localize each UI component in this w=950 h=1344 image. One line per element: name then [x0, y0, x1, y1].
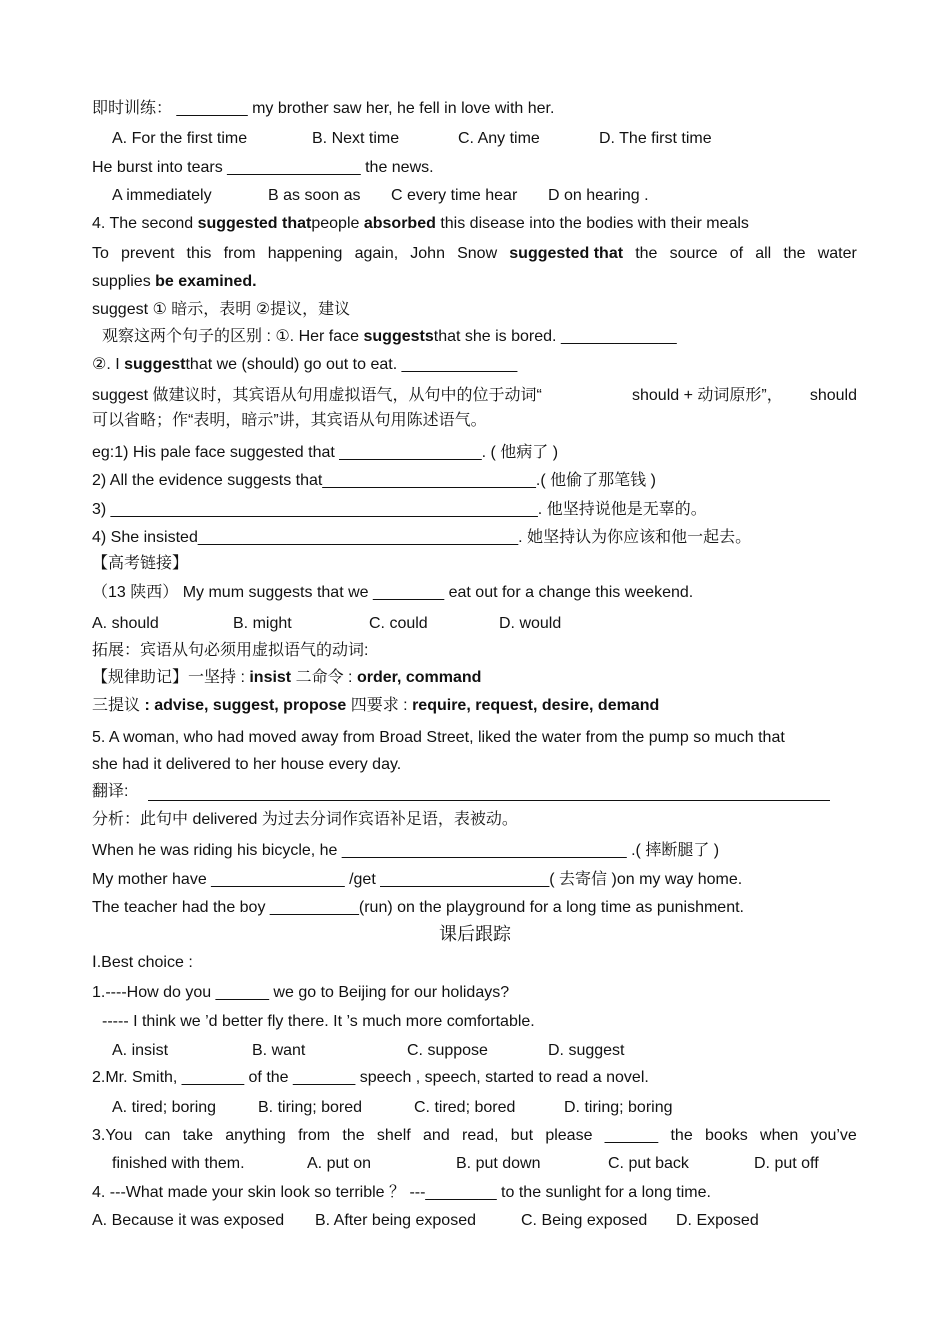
option-d: D. tiring; boring — [564, 1099, 673, 1116]
exercise-2: My mother have _______________ /get ___________________( 去寄信 )on my way home. — [92, 871, 743, 888]
exercise-3: The teacher had the boy __________(run) on the playground for a long time as punishment. — [92, 899, 744, 916]
grammar-note-line-1: suggest 做建议时，其宾语从句用虚拟语气，从句中的位于动词“ should + 动词原形”， should — [92, 387, 857, 404]
option-d: D. The first time — [599, 130, 712, 147]
option-b: B. Next time — [312, 130, 400, 147]
option-b: B. want — [252, 1042, 306, 1059]
option-a: A. put on — [307, 1155, 372, 1172]
question-4: 4. ---What made your skin look so terrible ？ ---________ to the sunlight for a long time. — [92, 1184, 711, 1201]
compare-sentence-2: ②. I suggestthat we (should) go out to eat. _____________ — [92, 356, 518, 373]
option-b: B. put down — [456, 1155, 541, 1172]
grammar-note-line-2: 可以省略；作“表明，暗示”讲，其宾语从句用陈述语气。 — [92, 412, 487, 429]
mnemonic-line-1: 【规律助记】一坚持 : insist 二命令 : order, command — [92, 669, 482, 686]
option-c: C. could — [369, 615, 428, 632]
analysis-note: 分析：此句中 delivered 为过去分词作宾语补足语，表被动。 — [92, 811, 518, 828]
best-choice-heading: Ⅰ.Best choice : — [92, 954, 193, 971]
suggest-meanings: suggest ① 暗示，表明 ②提议，建议 — [92, 301, 351, 318]
practice-question-1: 即时训练： ________ my brother saw her, he fell in love with her. — [92, 100, 555, 117]
option-b: B. might — [233, 615, 292, 632]
extension-note: 拓展：宾语从句必须用虚拟语气的动词: — [92, 642, 369, 659]
question-1: 1.----How do you ______ we go to Beijing for our holidays? — [92, 984, 510, 1001]
question-3: 3.You can take anything from the shelf and read, but please ______ the books when you’ve — [92, 1127, 857, 1144]
gaokao-question: （13 陕西） My mum suggests that we ________ eat out for a change this weekend. — [92, 584, 694, 601]
practice-options-1 — [112, 129, 712, 149]
section-4-sentence-2-end: supplies be examined. — [92, 273, 257, 290]
question-2: 2.Mr. Smith, _______ of the _______ speech , speech, started to read a novel. — [92, 1069, 649, 1086]
section-5-line-1: 5. A woman, who had moved away from Broad Street, liked the water from the pump so much that — [92, 729, 785, 746]
option-a: A. For the first time — [112, 130, 248, 147]
option-a: A immediately — [112, 187, 212, 204]
option-d: D. put off — [754, 1155, 819, 1172]
option-c: C. put back — [608, 1155, 689, 1172]
practice-options-2 — [112, 186, 649, 206]
section-4-sentence-1: 4. The second suggested thatpeople absorbed this disease into the bodies with their meals — [92, 215, 749, 232]
question-1-reply: ----- I think we ’d better fly there. It ’s much more comfortable. — [102, 1013, 535, 1030]
option-a: A. should — [92, 615, 159, 632]
option-b: B. After being exposed — [315, 1212, 476, 1229]
practice-question-2: He burst into tears _______________ the news. — [92, 159, 434, 176]
option-c: C. Being exposed — [521, 1212, 648, 1229]
example-2: 2) All the evidence suggests that________________________.( 他偷了那笔钱 ) — [92, 472, 656, 489]
compare-sentence-1: 观察这两个句子的区别 : ①. Her face suggeststhat she is bored. _____________ — [102, 328, 677, 345]
option-c: C. suppose — [407, 1042, 488, 1059]
translation-answer-line[interactable] — [148, 800, 830, 801]
option-d: D. Exposed — [676, 1212, 759, 1229]
example-4: 4) She insisted____________________________________. 她坚持认为你应该和他一起去。 — [92, 529, 752, 546]
option-d: D on hearing . — [548, 187, 649, 204]
translation-label: 翻译: — [92, 783, 129, 800]
option-c: C. Any time — [458, 130, 540, 147]
section-4-sentence-2: To prevent this from happening again, John Snow suggested that the source of all the water — [92, 245, 857, 262]
option-b: B as soon as — [268, 187, 361, 204]
section-5-line-2: she had it delivered to her house every day. — [92, 756, 402, 773]
question-3-continued: finished with them. — [112, 1155, 245, 1172]
option-c: C every time hear — [391, 187, 518, 204]
homework-title: 课后跟踪 — [439, 924, 511, 944]
option-a: A. Because it was exposed — [92, 1212, 285, 1229]
gaokao-options — [92, 614, 561, 634]
option-d: D. would — [499, 615, 562, 632]
option-b: B. tiring; bored — [258, 1099, 363, 1116]
exercise-1: When he was riding his bicycle, he ________________________________ .( 摔断腿了 ) — [92, 842, 720, 859]
question-2-options — [112, 1098, 673, 1118]
option-d: D. suggest — [548, 1042, 625, 1059]
option-c: C. tired; bored — [414, 1099, 516, 1116]
question-3-options — [112, 1154, 819, 1174]
question-1-options — [112, 1041, 624, 1061]
option-a: A. tired; boring — [112, 1099, 217, 1116]
mnemonic-line-2: 三提议 : advise, suggest, propose 四要求 : require, request, desire, demand — [92, 697, 660, 714]
question-4-options — [92, 1211, 759, 1231]
option-a: A. insist — [112, 1042, 169, 1059]
example-3: 3) ________________________________________________. 他坚持说他是无辜的。 — [92, 501, 707, 518]
gaokao-link-heading: 【高考链接】 — [92, 555, 189, 572]
example-1: eg:1) His pale face suggested that ________________. ( 他病了 ) — [92, 444, 559, 461]
